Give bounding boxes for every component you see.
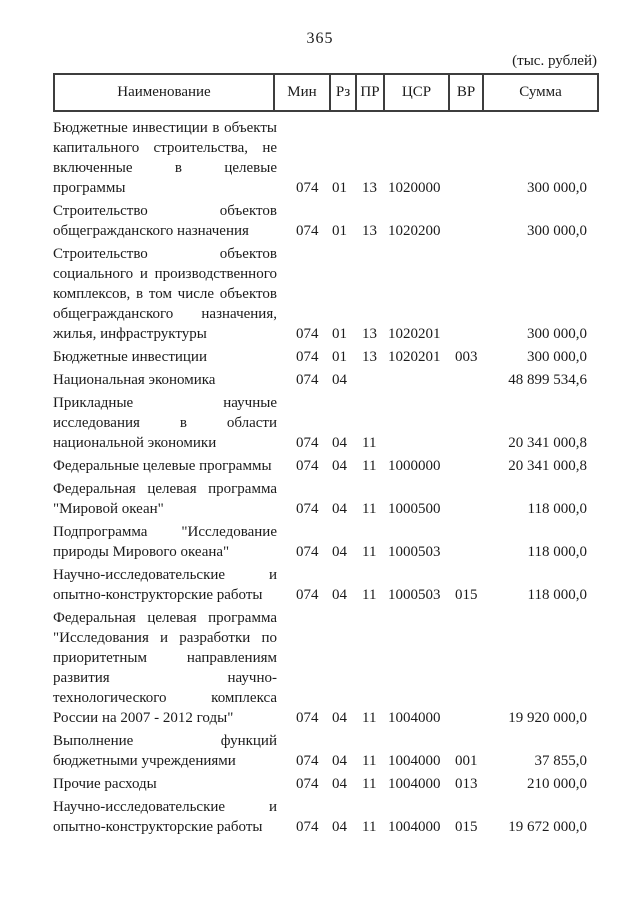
row-csr-code <box>383 367 448 390</box>
budget-table-header <box>53 73 599 112</box>
row-vr-code <box>448 198 482 241</box>
row-name <box>53 562 285 605</box>
row-name-line: технологического комплекса <box>53 690 277 706</box>
table-row <box>53 453 597 476</box>
row-pr-code: 13 <box>362 223 377 239</box>
row-sum: 300 000,0 <box>527 326 587 342</box>
row-sum: 37 855,0 <box>534 753 587 769</box>
row-vr-code: 013 <box>455 776 478 792</box>
row-rz-code: 01 <box>332 223 347 239</box>
header-row <box>54 74 598 111</box>
row-rz-code: 01 <box>332 180 347 196</box>
row-min-code: 074 <box>296 544 319 560</box>
row-vr-code: 015 <box>455 819 478 835</box>
table-row <box>53 367 597 390</box>
row-name-line: включенные в целевые <box>53 160 277 176</box>
row-name-line: Федеральная целевая программа <box>53 610 277 626</box>
row-pr-code: 13 <box>362 349 377 365</box>
row-vr-code <box>448 476 482 519</box>
row-rz-code: 04 <box>332 753 347 769</box>
row-min-code: 074 <box>296 180 319 196</box>
row-name-line: Выполнение функций <box>53 733 277 749</box>
row-vr-code: 001 <box>455 753 478 769</box>
row-csr-code: 1000503 <box>388 587 441 603</box>
row-csr-code <box>383 390 448 453</box>
row-pr-code: 11 <box>362 458 377 474</box>
row-name-line: национальной экономики <box>53 435 217 451</box>
row-pr-code: 13 <box>362 326 377 342</box>
row-name-line: опытно-конструкторские работы <box>53 587 263 603</box>
row-name-line: Строительство объектов <box>53 246 277 262</box>
row-sum: 20 341 000,8 <box>508 458 587 474</box>
row-min-code: 074 <box>296 223 319 239</box>
row-vr-code: 015 <box>455 587 478 603</box>
row-csr-code: 1004000 <box>388 776 441 792</box>
row-name <box>53 344 285 367</box>
row-rz-code: 04 <box>332 587 347 603</box>
row-min-code: 074 <box>296 435 319 451</box>
row-name-line: развития научно- <box>53 670 277 686</box>
row-name-line: "Исследования и разработки по <box>53 630 277 646</box>
col-header-sum: Сумма <box>483 74 598 111</box>
row-sum: 48 899 534,6 <box>508 372 587 388</box>
table-row <box>53 794 597 837</box>
row-csr-code: 1000000 <box>388 458 441 474</box>
row-sum: 210 000,0 <box>527 776 587 792</box>
row-name-line: бюджетными учреждениями <box>53 753 236 769</box>
row-name-line: Подпрограмма "Исследование <box>53 524 277 540</box>
row-min-code: 074 <box>296 587 319 603</box>
row-vr-code <box>448 390 482 453</box>
row-min-code: 074 <box>296 372 319 388</box>
units-label: (тыс. рублей) <box>512 53 597 69</box>
row-rz-code: 04 <box>332 819 347 835</box>
row-pr-code: 11 <box>362 710 377 726</box>
col-header-min: Мин <box>274 74 330 111</box>
col-header-tsr: ЦСР <box>384 74 449 111</box>
row-name-line: Федеральная целевая программа <box>53 481 277 497</box>
row-sum: 118 000,0 <box>527 544 587 560</box>
row-vr-code <box>448 367 482 390</box>
row-csr-code: 1004000 <box>388 819 441 835</box>
table-row <box>53 344 597 367</box>
row-vr-code <box>448 112 482 198</box>
row-vr-code <box>448 605 482 728</box>
row-name-line: общегражданского назначения, <box>53 306 277 322</box>
row-pr-code: 11 <box>362 435 377 451</box>
row-name <box>53 794 285 837</box>
row-name-line: капитального строительства, не <box>53 140 277 156</box>
row-min-code: 074 <box>296 458 319 474</box>
row-csr-code: 1020201 <box>388 326 441 342</box>
row-name-line: Бюджетные инвестиции в объекты <box>53 120 277 136</box>
row-sum: 300 000,0 <box>527 180 587 196</box>
row-name-line: жилья, инфраструктуры <box>53 326 207 342</box>
row-csr-code: 1000503 <box>388 544 441 560</box>
table-row <box>53 112 597 198</box>
row-name-line: Прочие расходы <box>53 776 157 792</box>
row-csr-code: 1004000 <box>388 753 441 769</box>
row-pr-code: 11 <box>362 776 377 792</box>
row-name-line: общегражданского назначения <box>53 223 249 239</box>
row-vr-code <box>448 453 482 476</box>
row-pr-code: 11 <box>362 819 377 835</box>
row-name <box>53 390 285 453</box>
table-row <box>53 562 597 605</box>
row-min-code: 074 <box>296 819 319 835</box>
col-header-pr: ПР <box>356 74 384 111</box>
row-name <box>53 728 285 771</box>
row-name-line: программы <box>53 180 126 196</box>
row-name <box>53 198 285 241</box>
col-header-vr: ВР <box>449 74 483 111</box>
row-sum: 300 000,0 <box>527 223 587 239</box>
row-name-line: комплексов, в том числе объектов <box>53 286 277 302</box>
row-name-line: Научно-исследовательские и <box>53 799 277 815</box>
row-name-line: природы Мирового океана" <box>53 544 230 560</box>
row-min-code: 074 <box>296 349 319 365</box>
row-name-line: России на 2007 - 2012 годы" <box>53 710 234 726</box>
row-pr-code: 13 <box>362 180 377 196</box>
col-header-name: Наименование <box>54 74 274 111</box>
row-min-code: 074 <box>296 710 319 726</box>
row-rz-code: 01 <box>332 326 347 342</box>
row-name-line: Прикладные научные <box>53 395 277 411</box>
row-name-line: приоритетным направлениям <box>53 650 277 666</box>
row-sum: 300 000,0 <box>527 349 587 365</box>
table-row <box>53 519 597 562</box>
row-pr-code: 11 <box>362 544 377 560</box>
row-name-line: "Мировой океан" <box>53 501 164 517</box>
row-csr-code: 1004000 <box>388 710 441 726</box>
row-name <box>53 605 285 728</box>
row-pr-code: 11 <box>362 501 377 517</box>
page-number: 365 <box>306 30 334 47</box>
table-row <box>53 476 597 519</box>
budget-table-body <box>53 112 597 837</box>
row-rz-code: 04 <box>332 458 347 474</box>
row-sum: 19 672 000,0 <box>508 819 587 835</box>
row-name <box>53 453 285 476</box>
row-name-line: Национальная экономика <box>53 372 216 388</box>
row-name-line: Научно-исследовательские и <box>53 567 277 583</box>
row-sum: 118 000,0 <box>527 587 587 603</box>
row-name <box>53 367 285 390</box>
row-name-line: Строительство объектов <box>53 203 277 219</box>
row-sum: 19 920 000,0 <box>508 710 587 726</box>
row-pr-code: 11 <box>362 587 377 603</box>
row-name-line: исследования в области <box>53 415 277 431</box>
table-row <box>53 198 597 241</box>
col-header-rz: Рз <box>330 74 356 111</box>
row-name-line: Бюджетные инвестиции <box>53 349 207 365</box>
row-rz-code: 04 <box>332 501 347 517</box>
row-name-line: социального и производственного <box>53 266 277 282</box>
row-min-code: 074 <box>296 776 319 792</box>
table-row <box>53 390 597 453</box>
row-sum: 118 000,0 <box>527 501 587 517</box>
row-name <box>53 519 285 562</box>
table-row <box>53 771 597 794</box>
row-name <box>53 241 285 344</box>
row-min-code: 074 <box>296 326 319 342</box>
row-name <box>53 112 285 198</box>
row-name <box>53 476 285 519</box>
row-pr-code <box>355 367 383 390</box>
row-rz-code: 01 <box>332 349 347 365</box>
row-csr-code: 1020000 <box>388 180 441 196</box>
row-rz-code: 04 <box>332 435 347 451</box>
row-name <box>53 771 285 794</box>
row-vr-code: 003 <box>455 349 478 365</box>
row-name-line: опытно-конструкторские работы <box>53 819 263 835</box>
row-pr-code: 11 <box>362 753 377 769</box>
row-min-code: 074 <box>296 501 319 517</box>
budget-table <box>53 112 597 837</box>
table-row <box>53 605 597 728</box>
row-min-code: 074 <box>296 753 319 769</box>
row-vr-code <box>448 241 482 344</box>
row-csr-code: 1020200 <box>388 223 441 239</box>
row-sum: 20 341 000,8 <box>508 435 587 451</box>
row-rz-code: 04 <box>332 544 347 560</box>
row-name-line: Федеральные целевые программы <box>53 458 272 474</box>
row-rz-code: 04 <box>332 372 347 388</box>
row-csr-code: 1000500 <box>388 501 441 517</box>
row-rz-code: 04 <box>332 776 347 792</box>
row-rz-code: 04 <box>332 710 347 726</box>
table-row <box>53 241 597 344</box>
table-row <box>53 728 597 771</box>
row-csr-code: 1020201 <box>388 349 441 365</box>
row-vr-code <box>448 519 482 562</box>
